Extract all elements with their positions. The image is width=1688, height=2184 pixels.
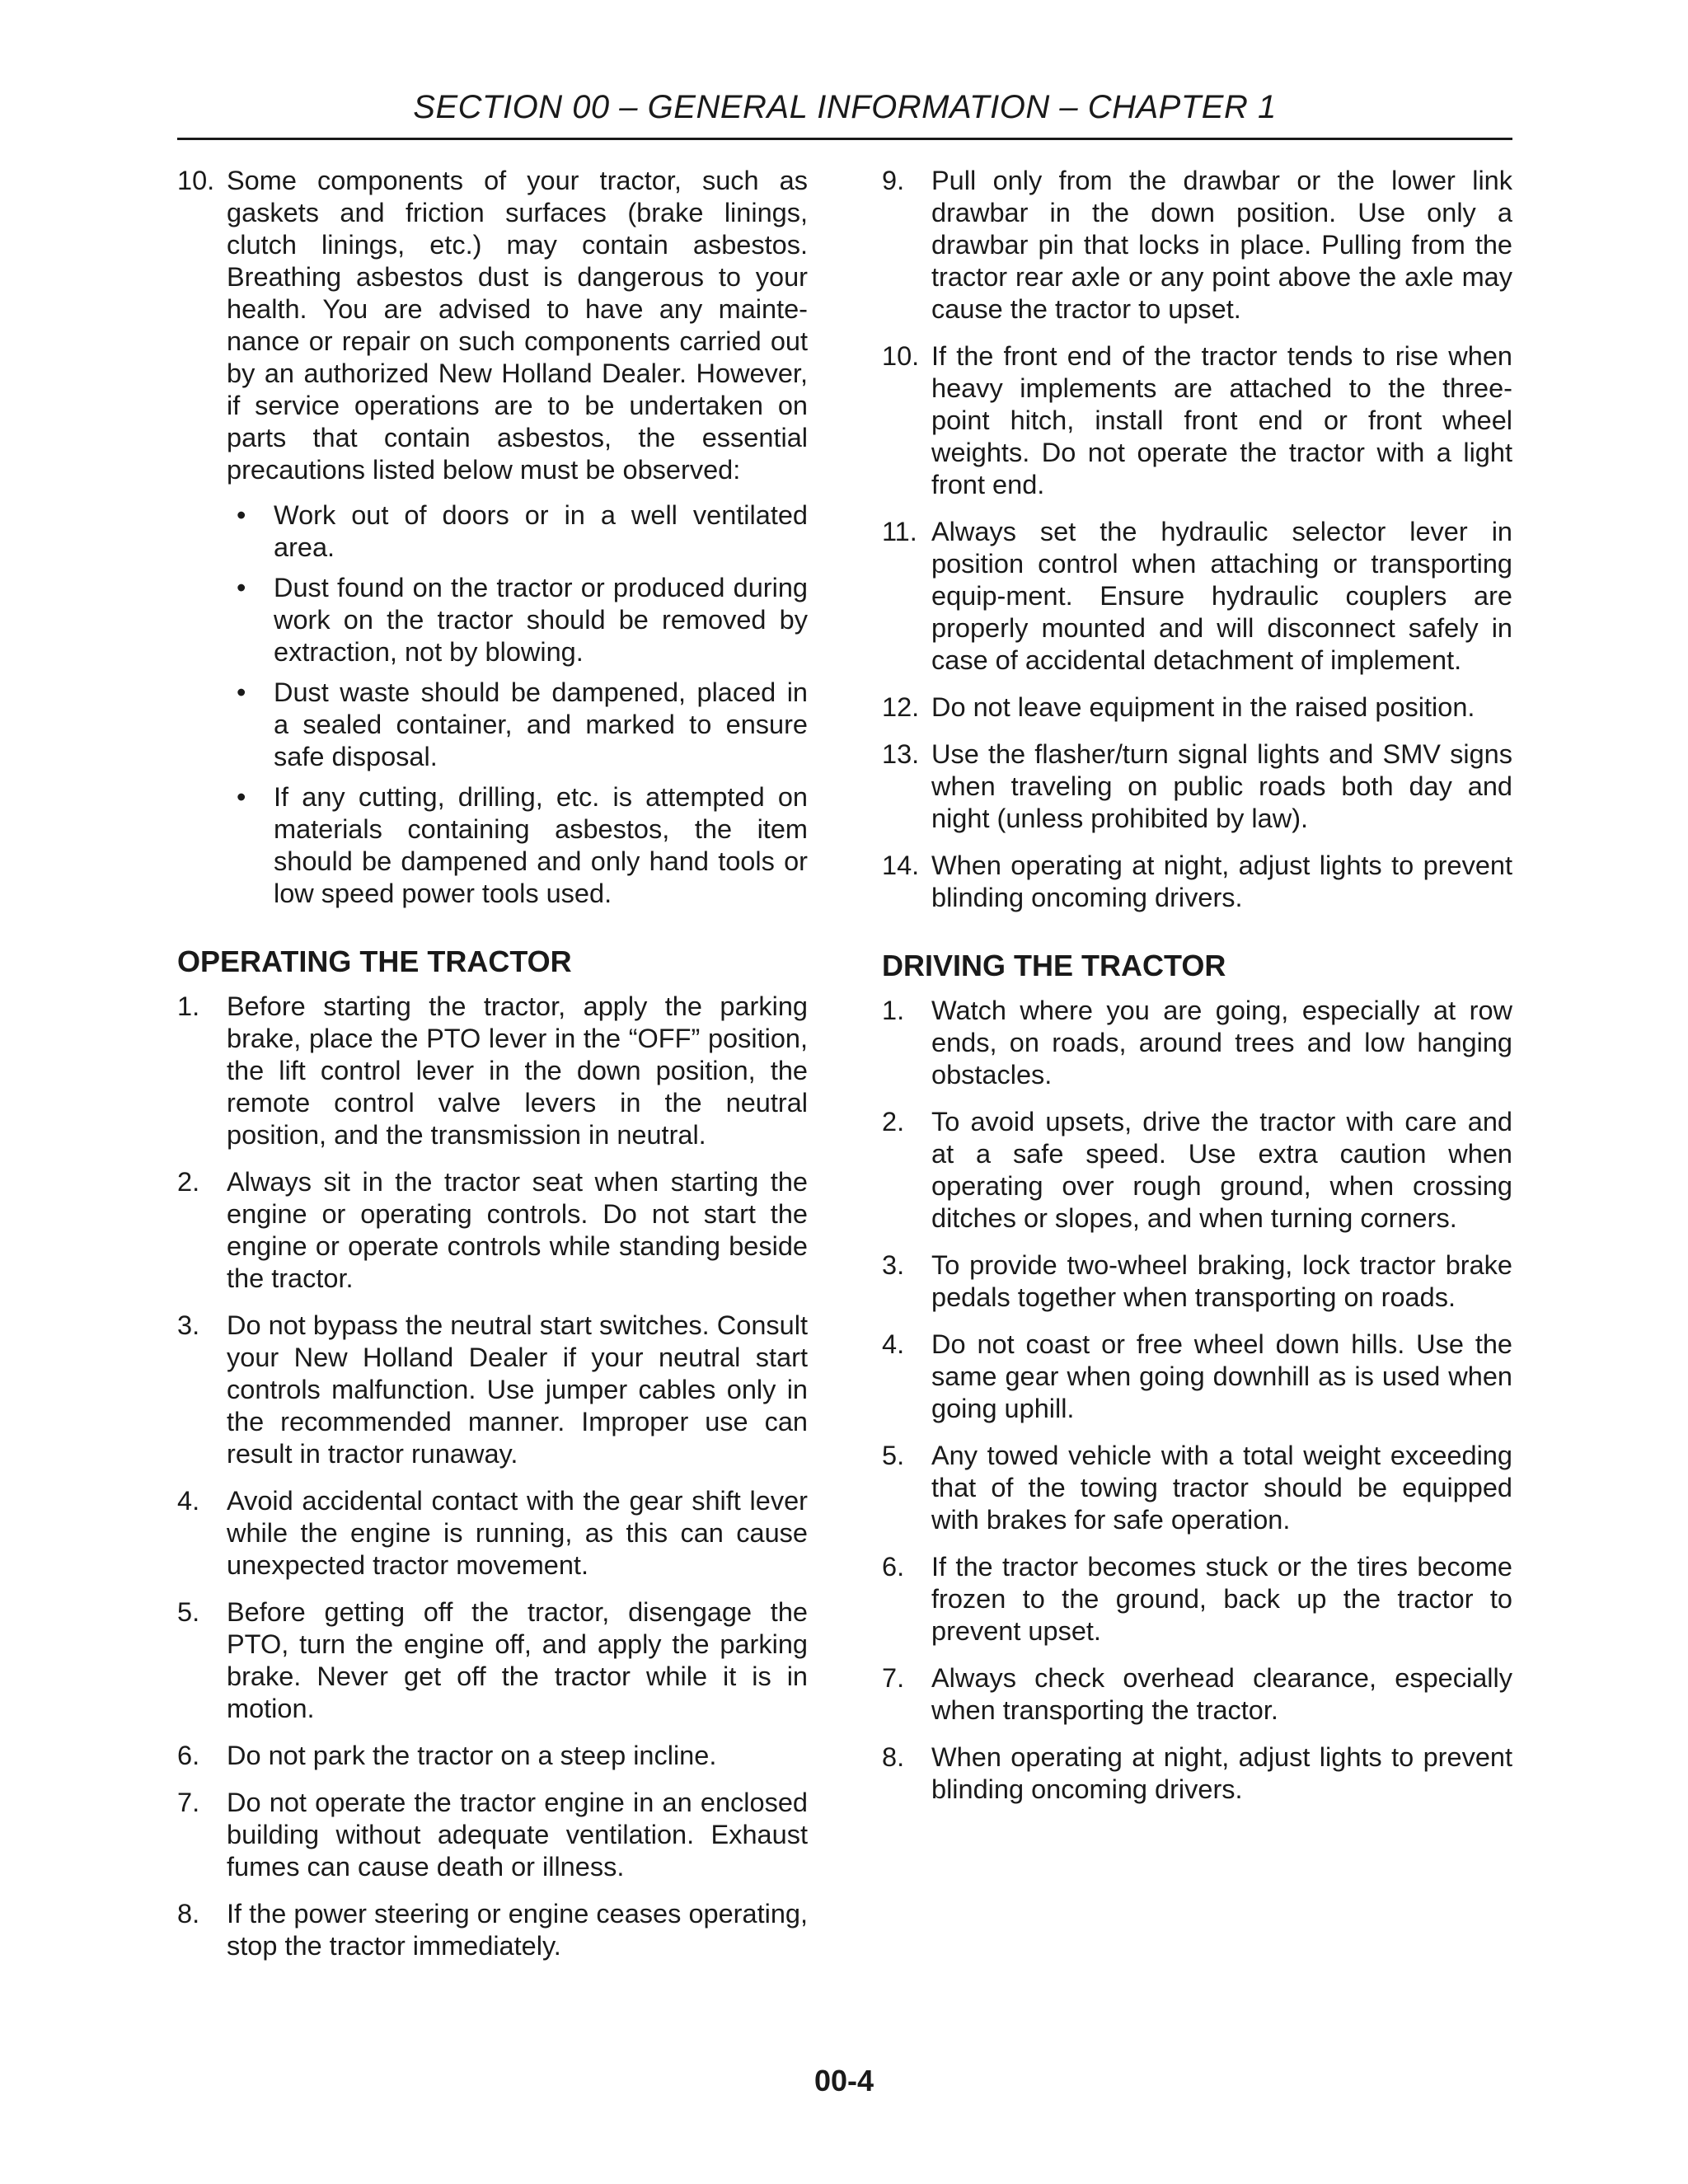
item-text: Do not coast or free wheel down hills. Use the same gear when going downhill as is used when going uphill. <box>931 1329 1512 1423</box>
item-text: Pull only from the drawbar or the lower link drawbar in the down position. Use only a drawbar pin that locks in place. Pulling from the tractor rear axle or any point above the axle may cause the tractor to upset. <box>931 166 1512 324</box>
item-number: 2. <box>882 1107 905 1137</box>
list-item <box>882 1329 1512 1425</box>
list-item <box>882 738 1512 835</box>
item-number: 6. <box>177 1741 200 1770</box>
item-text: Always sit in the tractor seat when starting the engine or operating controls. Do not start the engine or operate controls while standing beside the tractor. <box>227 1167 808 1293</box>
header-rule <box>177 138 1512 140</box>
item-number: 5. <box>177 1597 200 1627</box>
item-number: 5. <box>882 1441 905 1470</box>
list-item <box>177 1310 808 1470</box>
item-text: Watch where you are going, especially at row ends, on roads, around trees and low hanging obstacles. <box>931 996 1512 1090</box>
list-item <box>177 1596 808 1725</box>
item-text: Before starting the tractor, apply the parking brake, place the PTO lever in the “OFF” position, the lift control lever in the down position, the remote control valve levers in the neutral position, and the transmission in neutral. <box>227 991 808 1150</box>
asbestos-precautions-list <box>227 499 808 910</box>
operating-heading: OPERATING THE TRACTOR <box>177 944 572 978</box>
item-number: 6. <box>882 1552 905 1582</box>
item-text: If the front end of the tractor tends to rise when heavy implements are attached to the three-point hitch, install front end or front wheel weights. Do not operate the tractor with a light front end. <box>931 341 1512 499</box>
list-item <box>177 1787 808 1883</box>
item-text: Always check overhead clearance, especially when transporting the tractor. <box>931 1663 1512 1725</box>
list-item <box>177 1740 808 1772</box>
item-number: 12. <box>882 692 920 722</box>
section-header: SECTION 00 – GENERAL INFORMATION – CHAPTER 1 <box>413 89 1277 125</box>
driving-heading: DRIVING THE TRACTOR <box>882 949 1226 982</box>
list-item <box>882 850 1512 914</box>
list-item <box>227 572 808 668</box>
page-number: 00-4 <box>814 2064 874 2097</box>
item-number: 10. <box>882 341 920 371</box>
list-item <box>882 1741 1512 1806</box>
item-number: 11. <box>882 517 917 546</box>
bullet-text: Work out of doors or in a well ventilated area. <box>274 500 808 562</box>
item-text: Avoid accidental contact with the gear shift lever while the engine is running, as this can cause unexpected tractor movement. <box>227 1486 808 1580</box>
list-item <box>882 340 1512 501</box>
item-number: 8. <box>882 1742 905 1772</box>
bullet-icon: • <box>237 500 246 530</box>
item-number: 10. <box>177 166 215 195</box>
list-item <box>177 1166 808 1295</box>
item-text: Do not leave equipment in the raised position. <box>931 692 1475 722</box>
item-number: 2. <box>177 1167 200 1197</box>
item-text: Do not park the tractor on a steep incline. <box>227 1741 717 1770</box>
left-column <box>177 165 808 1977</box>
bullet-icon: • <box>237 677 246 707</box>
bullet-text: Dust found on the tractor or produced during work on the tractor should be removed by extraction, not by blowing. <box>274 573 808 667</box>
item-number: 1. <box>882 996 905 1025</box>
list-item <box>227 781 808 910</box>
item-text: Some components of your tractor, such as gaskets and friction surfaces (brake linings, clutch linings, etc.) may contain asbestos. Breathing asbestos dust is dangerous to your health. You are advised to have any mainte-nance or repair on such components carried out by an authorized New Holland Dealer. However, if service operations are to be undertaken on parts that contain asbestos, the essential precautions listed below must be observed: <box>227 166 808 485</box>
item-text: Always set the hydraulic selector lever in position control when attaching or transporting equip-ment. Ensure hydraulic couplers are properly mounted and will disconnect safely in case of accidental detachment of implement. <box>931 517 1512 675</box>
list-item <box>227 677 808 773</box>
bullet-icon: • <box>237 573 246 602</box>
list-item <box>882 165 1512 326</box>
item-number: 9. <box>882 166 905 195</box>
item-text: Use the flasher/turn signal lights and SMV signs when traveling on public roads both day and night (unless prohibited by law). <box>931 739 1512 833</box>
item-text: If the tractor becomes stuck or the tires become frozen to the ground, back up the tractor to prevent upset. <box>931 1552 1512 1646</box>
list-item <box>177 1898 808 1962</box>
item-text: To provide two-wheel braking, lock tractor brake pedals together when transporting on roads. <box>931 1250 1512 1312</box>
item-text: When operating at night, adjust lights to prevent blinding oncoming drivers. <box>931 1742 1512 1804</box>
bullet-icon: • <box>237 782 246 812</box>
asbestos-item <box>177 165 808 910</box>
item-number: 3. <box>177 1310 200 1340</box>
item-text: Any towed vehicle with a total weight exceeding that of the towing tractor should be equipped with brakes for safe operation. <box>931 1441 1512 1535</box>
item-number: 8. <box>177 1899 200 1929</box>
bullet-text: If any cutting, drilling, etc. is attempted on materials containing asbestos, the item should be dampened and only hand tools or low speed power tools used. <box>274 782 808 908</box>
list-item <box>177 1485 808 1582</box>
list-item <box>882 1249 1512 1314</box>
item-number: 4. <box>882 1329 905 1359</box>
item-text: When operating at night, adjust lights to prevent blinding oncoming drivers. <box>931 851 1512 912</box>
list-item <box>882 1106 1512 1235</box>
bullet-text: Dust waste should be dampened, placed in a sealed container, and marked to ensure safe disposal. <box>274 677 808 771</box>
item-number: 4. <box>177 1486 200 1516</box>
item-number: 3. <box>882 1250 905 1280</box>
list-item <box>882 516 1512 677</box>
item-number: 7. <box>177 1788 200 1817</box>
item-text: To avoid upsets, drive the tractor with care and at a safe speed. Use extra caution when operating over rough ground, when crossing ditches or slopes, and when turning corners. <box>931 1107 1512 1233</box>
item-text: Do not bypass the neutral start switches. Consult your New Holland Dealer if your neutral start controls malfunction. Use jumper cables only in the recommended manner. Improper use can result in tractor runaway. <box>227 1310 808 1469</box>
item-number: 14. <box>882 851 920 880</box>
item-number: 7. <box>882 1663 905 1693</box>
list-item <box>882 691 1512 724</box>
item-text: If the power steering or engine ceases operating, stop the tractor immediately. <box>227 1899 808 1961</box>
list-item <box>882 995 1512 1091</box>
right-column <box>882 165 1512 1821</box>
item-number: 1. <box>177 991 200 1021</box>
list-item <box>227 499 808 564</box>
list-item <box>882 1551 1512 1647</box>
list-item <box>882 1440 1512 1536</box>
item-text: Before getting off the tractor, disengage the PTO, turn the engine off, and apply the parking brake. Never get off the tractor while it is in motion. <box>227 1597 808 1723</box>
list-item <box>177 991 808 1151</box>
item-text: Do not operate the tractor engine in an enclosed building without adequate ventilation. Exhaust fumes can cause death or illness. <box>227 1788 808 1882</box>
list-item <box>882 1662 1512 1727</box>
item-number: 13. <box>882 739 920 769</box>
